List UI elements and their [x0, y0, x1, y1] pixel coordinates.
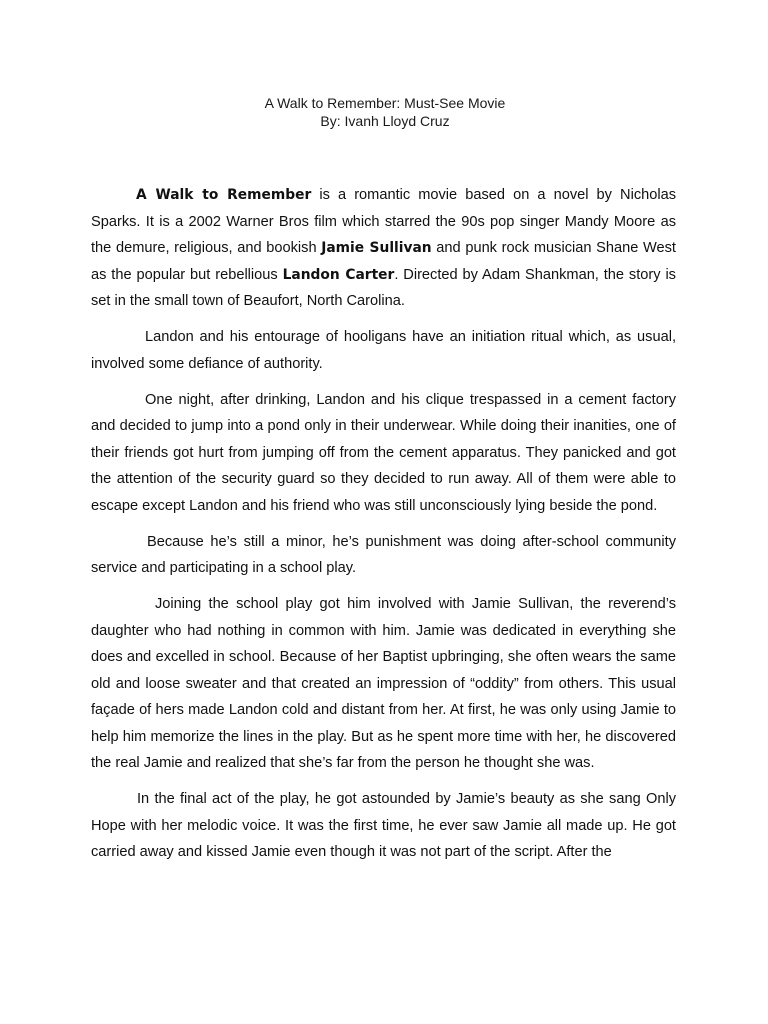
paragraph-cement-factory: One night, after drinking, Landon and his clique trespassed in a cement factory and decided to jump into a pond only in their underwear. While doing their inanities, one of their friends got hurt from jumping off from the cement apparatus. They panicked and got the attention of the security guard so they decided to run away. All of them were able to escape except Landon and his friend who was still unconsciously lying beside the pond.	[91, 391, 676, 514]
paragraph-intro	[91, 182, 676, 315]
movie-title-bold: A Walk to Remember	[136, 187, 312, 203]
document-title: A Walk to Remember: Must-See Movie	[264, 95, 506, 111]
paragraph-final-act: In the final act of the play, he got astounded by Jamie’s beauty as she sang Only Hope with her melodic voice. It was the first time, he ever saw Jamie all made up. He got carried away and kissed Jamie even though it was not part of the script. After the	[91, 791, 676, 860]
document-body	[91, 182, 676, 875]
character-name-bold: Landon Carter	[282, 266, 395, 283]
paragraph-school-play: Joining the school play got him involved with Jamie Sullivan, the reverend’s daughter who had nothing in common with him. Jamie was dedicated in everything she does and excelled in school. Because of her Baptist upbringing, she often wears the same old and loose sweater and that created an impression of “oddity” from others. This usual façade of hers made Landon cold and distant from her. At first, he was only using Jamie to help him memorize the lines in the play. But as he spent more time with her, he discovered the real Jamie and realized that she’s far from the person he thought she was.	[91, 596, 676, 771]
paragraph-text: is a romantic movie based on a novel by Nicholas Sparks. It is a 2002 Warner Bros film which starred the 90s pop singer Mandy Moore as the demure, religious, and bookish	[91, 187, 677, 256]
document-header	[0, 94, 768, 130]
paragraph-punishment: Because he’s still a minor, he’s punishment was doing after-school community service and participating in a school play.	[91, 533, 676, 576]
character-name-bold: Jamie Sullivan	[321, 240, 432, 256]
document-byline: By: Ivanh Lloyd Cruz	[320, 113, 450, 129]
paragraph-initiation: Landon and his entourage of hooligans have an initiation ritual which, as usual, involved some defiance of authority.	[91, 329, 676, 372]
paragraph-text: . Directed by Adam Shankman, the story is set in the small town of Beaufort, North Carolina.	[91, 266, 676, 309]
paragraph-text: and punk rock musician Shane West as the popular but rebellious	[91, 240, 676, 283]
